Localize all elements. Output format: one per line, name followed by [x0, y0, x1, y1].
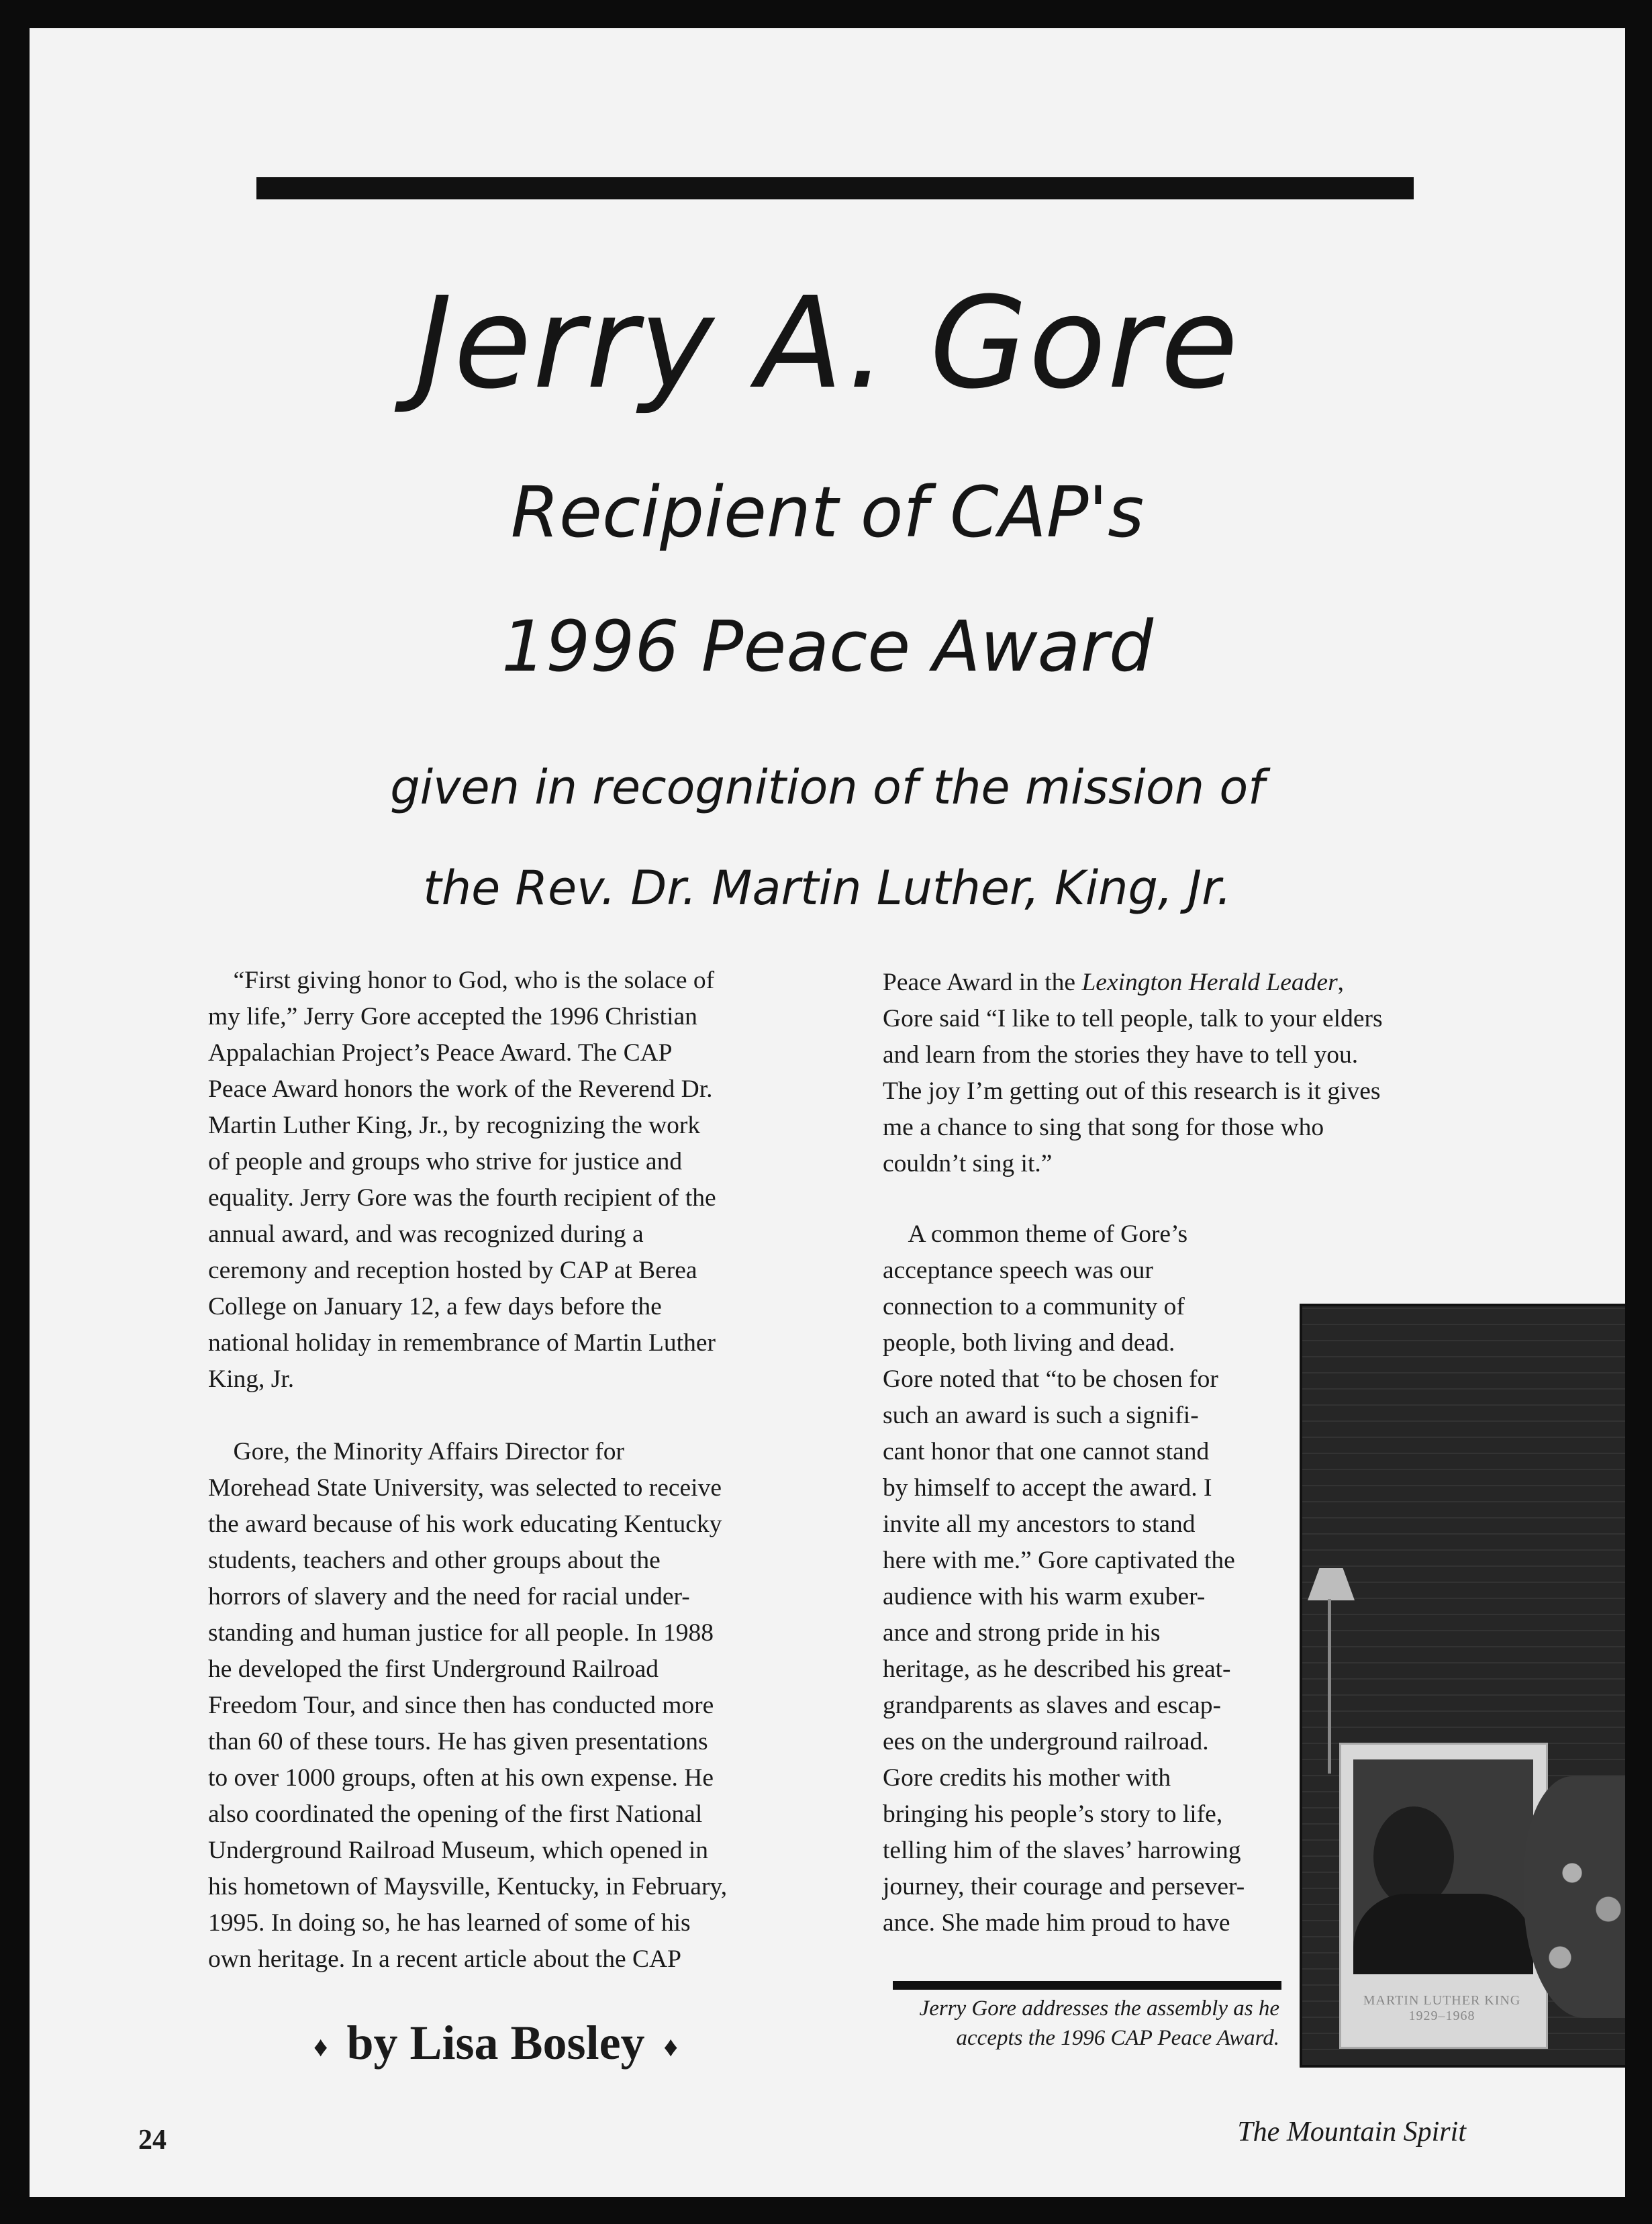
- dedication-line-1: given in recognition of the mission of: [390, 760, 1265, 815]
- article-line: horrors of slavery and the need for racial under-: [208, 1583, 690, 1610]
- article-line: Gore noted that “to be chosen for: [883, 1365, 1218, 1393]
- article-line: A common theme of Gore’s: [883, 1220, 1188, 1248]
- caption-rule: [893, 1981, 1281, 1990]
- subtitle-line-2: 1996 Peace Award: [501, 606, 1154, 687]
- text-fragment: ,: [1337, 969, 1345, 996]
- article-line: Freedom Tour, and since then has conducted more: [208, 1692, 714, 1719]
- article-line: of people and groups who strive for justice and: [208, 1148, 683, 1175]
- article-line: people, both living and dead.: [883, 1329, 1175, 1357]
- byline-author: by Lisa Bosley: [346, 2016, 645, 2070]
- article-line: heritage, as he described his great-: [883, 1655, 1231, 1683]
- lamp-pole: [1328, 1599, 1331, 1774]
- article-line: Gore said “I like to tell people, talk to your elders: [883, 1005, 1383, 1032]
- article-line: Martin Luther King, Jr., by recognizing the work: [208, 1112, 701, 1139]
- article-line: me a chance to sing that song for those who: [883, 1114, 1324, 1141]
- dedication-line-2: the Rev. Dr. Martin Luther, King, Jr.: [423, 861, 1232, 916]
- article-line: grandparents as slaves and escap-: [883, 1692, 1221, 1719]
- photo-caption: [862, 1994, 1279, 2053]
- article-line: Morehead State University, was selected to receive: [208, 1474, 722, 1502]
- article-line: The joy I’m getting out of this research is it gives: [883, 1077, 1381, 1105]
- mlk-portrait: [1353, 1759, 1533, 1974]
- article-line: ees on the underground railroad.: [883, 1728, 1209, 1755]
- caption-line: Jerry Gore addresses the assembly as he: [919, 1996, 1279, 2021]
- article-line: by himself to accept the award. I: [883, 1474, 1212, 1502]
- article-line: Underground Railroad Museum, which opened in: [208, 1837, 709, 1864]
- article-line: bringing his people’s story to life,: [883, 1800, 1223, 1828]
- paragraph-gap: [208, 1398, 812, 1434]
- article-line: his hometown of Maysville, Kentucky, in February,: [208, 1873, 728, 1900]
- article-line: acceptance speech was our: [883, 1257, 1153, 1284]
- article-line: Gore credits his mother with: [883, 1764, 1171, 1792]
- article-line: and learn from the stories they have to tell you.: [883, 1041, 1359, 1069]
- article-line: the award because of his work educating Kentucky: [208, 1510, 722, 1538]
- article-line: students, teachers and other groups about the: [208, 1547, 661, 1574]
- byline: [295, 2015, 697, 2071]
- article-line: standing and human justice for all people. In 1988: [208, 1619, 714, 1647]
- article-line: “First giving honor to God, who is the solace of: [208, 967, 715, 994]
- article-line: connection to a community of: [883, 1293, 1185, 1320]
- page-number: 24: [138, 2125, 166, 2156]
- article-line: equality. Jerry Gore was the fourth recipient of the: [208, 1184, 716, 1212]
- article-line: such an award is such a signifi-: [883, 1402, 1199, 1429]
- article-line: 1995. In doing so, he has learned of some of his: [208, 1909, 691, 1937]
- text-fragment: Peace Award in the: [883, 969, 1082, 996]
- article-line: national holiday in remembrance of Martin Luther: [208, 1329, 716, 1357]
- article-line: audience with his warm exuber-: [883, 1583, 1206, 1610]
- article-column-right-narrow: [883, 1216, 1285, 1941]
- poster-caption-line: MARTIN LUTHER KING: [1363, 1993, 1521, 2008]
- article-line: cant honor that one cannot stand: [883, 1438, 1210, 1465]
- article-line: ance and strong pride in his: [883, 1619, 1161, 1647]
- article-line: telling him of the slaves’ harrowing: [883, 1837, 1241, 1864]
- article-line: Gore, the Minority Affairs Director for: [208, 1438, 624, 1465]
- article-line: than 60 of these tours. He has given presentations: [208, 1728, 708, 1755]
- photo-jerry-gore-assembly: [1300, 1304, 1625, 2068]
- article-title: Jerry A. Gore: [415, 270, 1240, 417]
- diamond-icon: ♦: [663, 2032, 678, 2064]
- article-line: ance. She made him proud to have: [883, 1909, 1230, 1937]
- article-line: journey, their courage and persever-: [883, 1873, 1245, 1900]
- poster-caption: [1355, 1993, 1529, 2024]
- article-line: couldn’t sing it.”: [883, 1150, 1053, 1177]
- article-line: also coordinated the opening of the first National: [208, 1800, 703, 1828]
- mlk-poster-frame: [1339, 1743, 1548, 2049]
- caption-line: accepts the 1996 CAP Peace Award.: [956, 2026, 1279, 2050]
- newspaper-title: Lexington Herald Leader: [1081, 969, 1338, 996]
- diamond-icon: ♦: [313, 2032, 328, 2064]
- top-rule: [256, 177, 1414, 199]
- article-line: ceremony and reception hosted by CAP at Berea: [208, 1257, 697, 1284]
- article-line: he developed the first Underground Railroad: [208, 1655, 659, 1683]
- article-line: own heritage. In a recent article about the CAP: [208, 1945, 681, 1973]
- article-column-left: [208, 963, 812, 1978]
- portrait-body: [1353, 1894, 1533, 1974]
- article-line: my life,” Jerry Gore accepted the 1996 Christian: [208, 1003, 697, 1030]
- portrait-face: [1373, 1806, 1454, 1907]
- article-line: Peace Award honors the work of the Reverend Dr.: [208, 1075, 713, 1103]
- magazine-page: [30, 28, 1625, 2197]
- article-line: King, Jr.: [208, 1365, 295, 1393]
- article-line: Appalachian Project’s Peace Award. The CAP: [208, 1039, 673, 1067]
- article-line: to over 1000 groups, often at his own expense. He: [208, 1764, 714, 1792]
- poster-caption-line: 1929–1968: [1408, 2009, 1475, 2023]
- article-line: [883, 965, 1473, 1001]
- article-line: invite all my ancestors to stand: [883, 1510, 1196, 1538]
- article-line: College on January 12, a few days before the: [208, 1293, 662, 1320]
- article-line: here with me.” Gore captivated the: [883, 1547, 1235, 1574]
- subtitle-line-1: Recipient of CAP's: [510, 471, 1145, 553]
- article-line: annual award, and was recognized during a: [208, 1220, 644, 1248]
- article-column-right-top: [883, 965, 1473, 1177]
- magazine-name: The Mountain Spirit: [1237, 2117, 1466, 2147]
